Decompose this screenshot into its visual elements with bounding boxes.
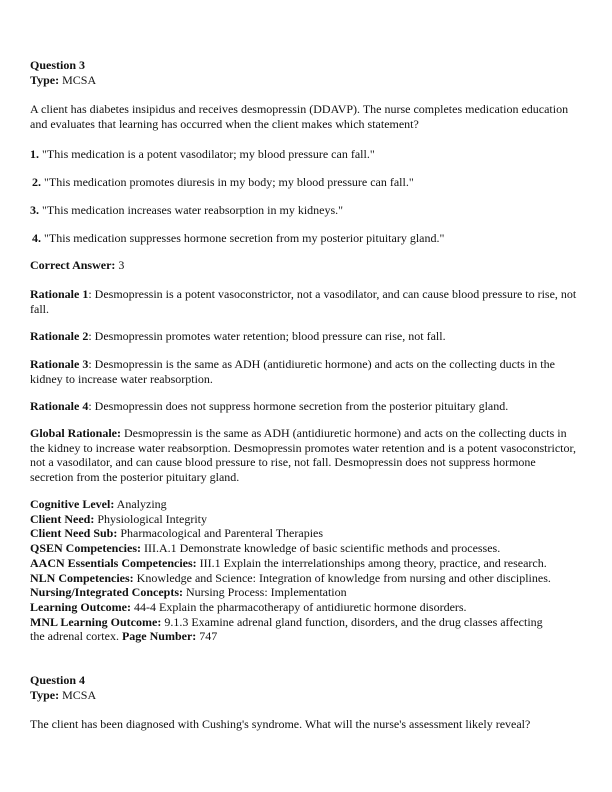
meta-nln [30,571,580,586]
meta-value: III.1 Explain the interrelationships among theory, practice, and research. [199,555,547,570]
metadata-list [30,497,580,644]
correct-answer-value: 3 [118,258,125,272]
meta-label: Nursing/Integrated Concepts: [30,585,183,600]
global-rationale [30,426,578,485]
option-text: "This medication increases water reabsorption in my kidneys." [42,203,344,217]
option-number: 1. [30,147,39,161]
rationale-text: : Desmopressin promotes water retention; blood pressure can rise, not fall. [88,329,446,343]
meta-value: Physiological Integrity [97,511,207,526]
option-text: "This medication suppresses hormone secretion from my posterior pituitary gland." [44,231,445,245]
rationale-label: Rationale 3 [30,357,89,371]
meta-label: AACN Essentials Competencies: [30,555,197,570]
question-4-header [30,673,580,702]
rationale-text: : Desmopressin does not suppress hormone secretion from the posterior pituitary gland. [88,399,509,413]
question-3-header [30,58,580,87]
option-4 [32,231,582,246]
meta-label: Client Need: [30,511,95,526]
meta-nursing-concepts [30,585,580,600]
rationale-2 [30,329,580,344]
rationale-text: : Desmopressin is the same as ADH (antidiuretic hormone) and acts on the collecting ducts in the kidney to increase water reabsorption. [30,357,555,386]
type-value: MCSA [62,687,97,702]
type-value: MCSA [62,72,97,87]
rationale-3 [30,357,565,386]
rationale-4 [30,399,580,414]
type-label: Type: [30,72,60,87]
option-number: 2. [32,175,41,189]
page-number-value: 747 [199,629,218,644]
rationale-label: Rationale 1 [30,287,89,301]
meta-value: Nursing Process: Implementation [186,585,347,600]
meta-value: 9.1.3 Examine adrenal gland function, disorders, and the drug classes affecting the adrenal cortex. [30,614,543,644]
global-rationale-text: Desmopressin is the same as ADH (antidiuretic hormone) and acts on the collecting ducts in the kidney to increase water reabsorption. Desmopressin promotes water retention and is a potent vasoconstrictor, not a vasodilator, and can cause blood pressure to rise, not fall. Desmopressin does not suppress hormone secretion from the posterior pituitary gland. [30,426,577,485]
meta-value: Knowledge and Science: Integration of knowledge from nursing and other disciplines. [136,570,551,585]
meta-value: Pharmacological and Parenteral Therapies [120,526,324,541]
option-2 [32,175,582,190]
option-number: 4. [32,231,41,245]
option-number: 3. [30,203,39,217]
global-rationale-label: Global Rationale: [30,426,122,440]
option-text: "This medication is a potent vasodilator; my blood pressure can fall." [42,147,375,161]
meta-value: 44-4 Explain the pharmacotherapy of antidiuretic hormone disorders. [134,599,467,614]
meta-label: QSEN Competencies: [30,541,141,556]
rationale-1 [30,287,580,316]
meta-aacn [30,556,580,571]
meta-label: Cognitive Level: [30,497,115,511]
meta-client-need [30,512,580,527]
page-number-label: Page Number: [121,629,197,644]
rationale-label: Rationale 2 [30,329,89,343]
question-title: Question 3 [30,58,86,72]
meta-cognitive-level [30,497,580,512]
meta-label: Client Need Sub: [30,526,118,541]
meta-learning-outcome [30,600,580,615]
meta-value: Analyzing [116,497,167,511]
option-text: "This medication promotes diuresis in my body; my blood pressure can fall." [44,175,414,189]
meta-value: III.A.1 Demonstrate knowledge of basic scientific methods and processes. [144,541,501,556]
meta-client-need-sub [30,526,580,541]
meta-label: MNL Learning Outcome: [30,614,162,629]
correct-answer-label: Correct Answer: [30,258,116,272]
option-1 [30,147,580,162]
meta-label: Learning Outcome: [30,599,131,614]
question-title: Question 4 [30,673,86,687]
option-3 [30,203,580,218]
type-label: Type: [30,687,60,702]
rationale-text: : Desmopressin is a potent vasoconstrictor, not a vasodilator, and can cause blood pressure to rise, not fall. [30,287,577,316]
rationale-label: Rationale 4 [30,399,89,413]
meta-qsen [30,541,580,556]
question-stem: A client has diabetes insipidus and receives desmopressin (DDAVP). The nurse completes medication education and evaluates that learning has occurred when the client makes which statement? [30,102,569,131]
meta-label: NLN Competencies: [30,570,134,585]
meta-mnl-outcome [30,615,550,644]
correct-answer [30,258,580,273]
question-stem: The client has been diagnosed with Cushing's syndrome. What will the nurse's assessment likely reveal? [30,717,531,731]
